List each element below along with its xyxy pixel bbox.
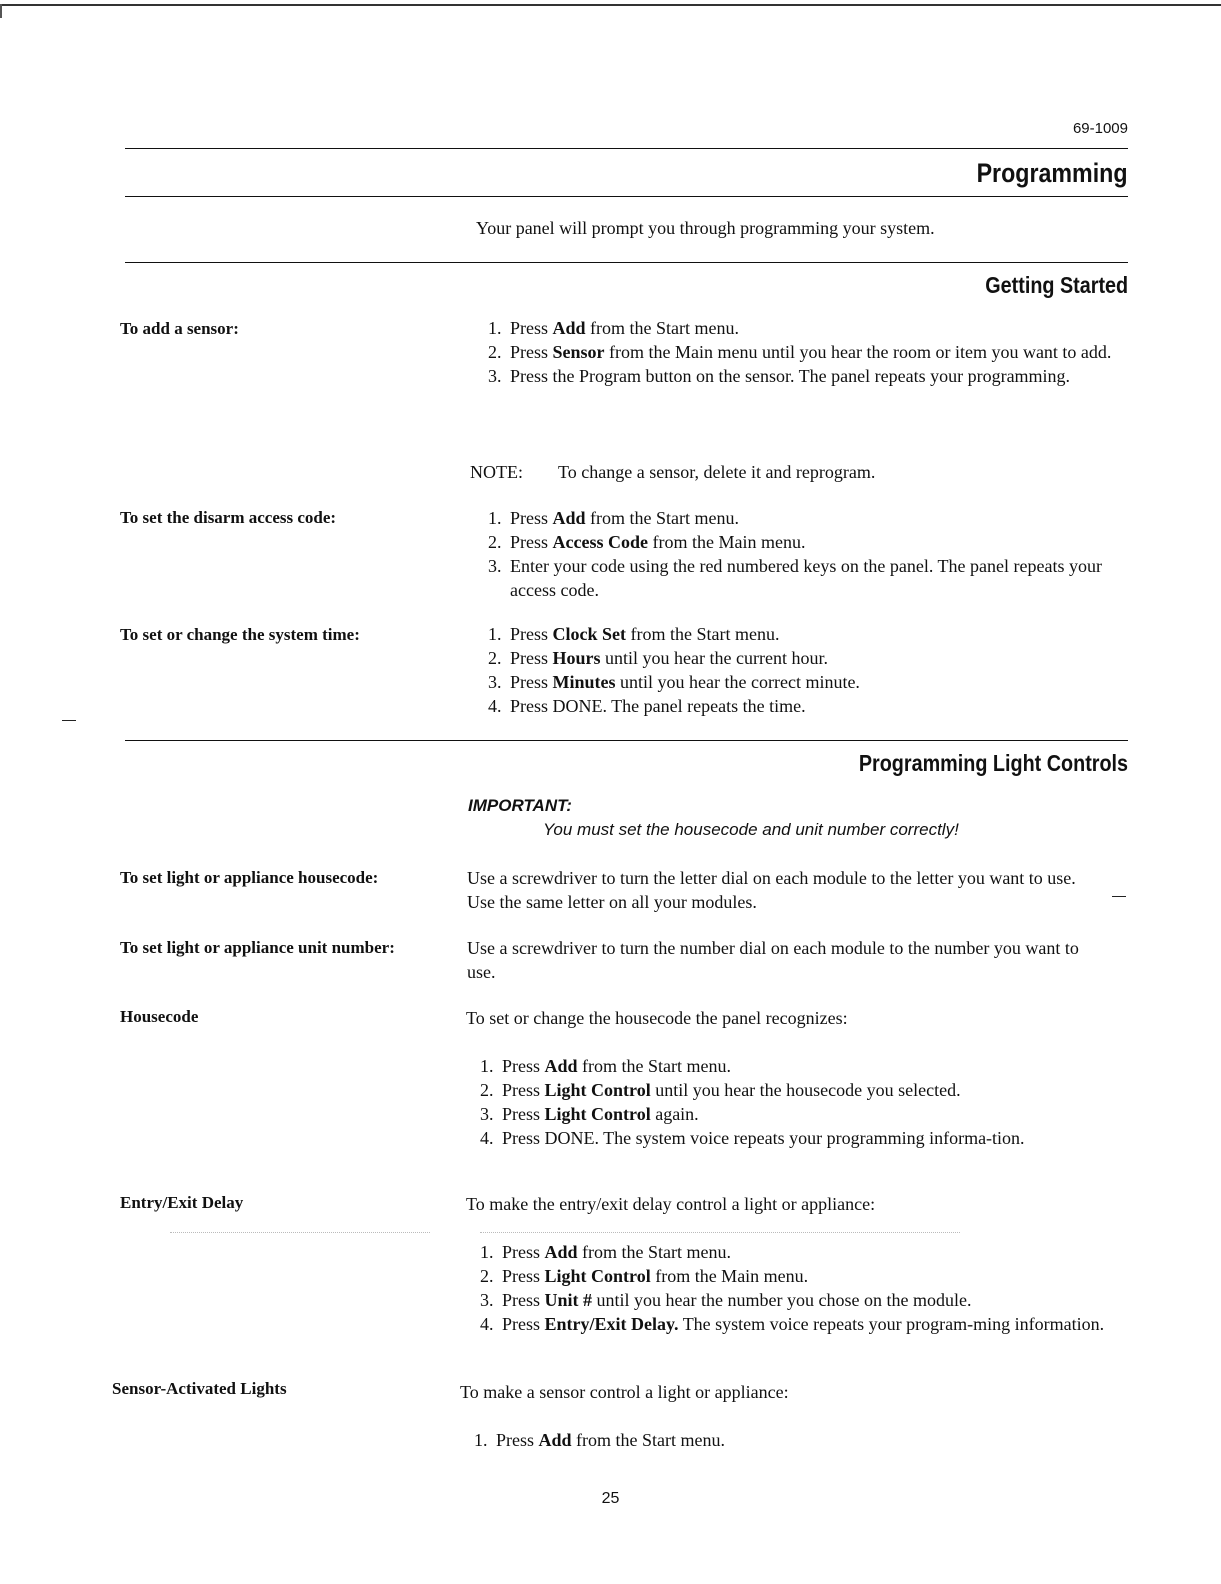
system-time-label: To set or change the system time: bbox=[120, 625, 360, 644]
list-item: 3. Enter your code using the red numbered keys on the panel. The panel repeats your access code. bbox=[506, 554, 1146, 602]
list-item: 2. Press Hours until you hear the current hour. bbox=[506, 646, 1146, 670]
important-text: You must set the housecode and unit number correctly! bbox=[543, 820, 959, 839]
sensor-lights-steps bbox=[452, 1428, 1182, 1452]
list-item: 2. Press Light Control from the Main menu. bbox=[498, 1264, 1188, 1288]
add-sensor-label: To add a sensor: bbox=[120, 319, 239, 338]
access-code-label: To set the disarm access code: bbox=[120, 508, 337, 527]
list-item: 1. Press Add from the Start menu. bbox=[498, 1054, 1188, 1078]
scan-artifact-line bbox=[480, 1232, 960, 1233]
list-item: 2. Press Light Control until you hear the housecode you selected. bbox=[498, 1078, 1188, 1102]
list-item: 1. Press Add from the Start menu. bbox=[506, 506, 1146, 530]
list-item: 1. Press Add from the Start menu. bbox=[492, 1428, 1182, 1452]
light-controls-title: Programming Light Controls bbox=[858, 750, 1128, 776]
list-item: 3. Press the Program button on the sensor. The panel repeats your programming. bbox=[506, 364, 1146, 388]
sensor-lights-label: Sensor-Activated Lights bbox=[112, 1379, 287, 1398]
list-item: 1. Press Add from the Start menu. bbox=[506, 316, 1146, 340]
note-text: To change a sensor, delete it and reprogram. bbox=[558, 462, 876, 482]
document-number: 69-1009 bbox=[1072, 120, 1128, 137]
system-time-steps bbox=[466, 622, 1146, 718]
list-item: 4. Press DONE. The system voice repeats your programming informa-tion. bbox=[498, 1126, 1188, 1150]
important-label: IMPORTANT: bbox=[468, 796, 572, 815]
entry-exit-steps bbox=[458, 1240, 1188, 1336]
entry-exit-label: Entry/Exit Delay bbox=[120, 1193, 244, 1212]
getting-started-rule bbox=[125, 262, 1128, 263]
header-rule-bottom bbox=[125, 196, 1128, 197]
list-item: 3. Press Unit # until you hear the number you chose on the module. bbox=[498, 1288, 1188, 1312]
intro-text: Your panel will prompt you through programming your system. bbox=[476, 218, 935, 238]
housecode-setting-text: Use a screwdriver to turn the letter dial on each module to the letter you want to use. Use the same letter on all your modules. bbox=[467, 868, 1076, 912]
list-item: 1. Press Add from the Start menu. bbox=[498, 1240, 1188, 1264]
margin-mark bbox=[1112, 896, 1126, 897]
page-number: 25 bbox=[601, 1490, 620, 1507]
unit-number-setting-text: Use a screwdriver to turn the number dial on each module to the number you want to use. bbox=[467, 938, 1079, 982]
housecode-setting-label: To set light or appliance housecode: bbox=[120, 868, 379, 887]
scan-top-edge bbox=[0, 4, 1221, 6]
scan-artifact-line bbox=[170, 1232, 430, 1233]
list-item: 2. Press Sensor from the Main menu until you hear the room or item you want to add. bbox=[506, 340, 1146, 364]
entry-exit-intro: To make the entry/exit delay control a light or appliance: bbox=[466, 1194, 876, 1214]
list-item: 4. Press DONE. The panel repeats the time. bbox=[506, 694, 1146, 718]
margin-mark bbox=[62, 720, 76, 721]
list-item: 4. Press Entry/Exit Delay. The system voice repeats your program-ming information. bbox=[498, 1312, 1188, 1336]
list-item: 3. Press Minutes until you hear the correct minute. bbox=[506, 670, 1146, 694]
housecode-intro: To set or change the housecode the panel recognizes: bbox=[466, 1008, 848, 1028]
add-sensor-steps bbox=[466, 316, 1146, 388]
page-title: Programming bbox=[977, 158, 1128, 188]
list-item: 3. Press Light Control again. bbox=[498, 1102, 1188, 1126]
sensor-lights-intro: To make a sensor control a light or appliance: bbox=[460, 1382, 789, 1402]
unit-number-setting-label: To set light or appliance unit number: bbox=[120, 938, 395, 957]
access-code-steps bbox=[466, 506, 1146, 602]
note-label: NOTE: bbox=[470, 462, 523, 482]
housecode-steps bbox=[458, 1054, 1188, 1150]
list-item: 1. Press Clock Set from the Start menu. bbox=[506, 622, 1146, 646]
scan-left-edge bbox=[0, 4, 2, 18]
getting-started-title: Getting Started bbox=[985, 272, 1128, 298]
header-rule-top bbox=[125, 148, 1128, 149]
list-item: 2. Press Access Code from the Main menu. bbox=[506, 530, 1146, 554]
housecode-label: Housecode bbox=[120, 1007, 199, 1026]
light-controls-rule bbox=[125, 740, 1128, 741]
